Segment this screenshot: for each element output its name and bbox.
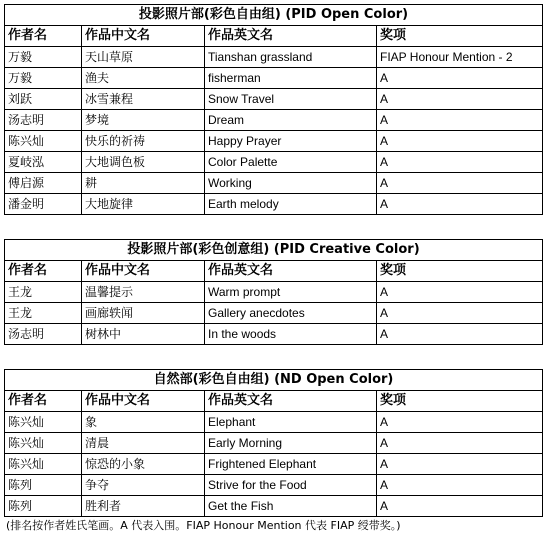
column-header-award: 奖项 <box>377 26 543 47</box>
award-cell: A <box>377 303 543 324</box>
table-body <box>5 412 543 517</box>
english-title-cell: Gallery anecdotes <box>205 303 377 324</box>
chinese-title-cell: 大地旋律 <box>82 194 205 215</box>
table-row <box>5 303 543 324</box>
table-row <box>5 47 543 68</box>
english-title-cell: Happy Prayer <box>205 131 377 152</box>
award-table-pid-creative-color <box>4 239 543 345</box>
table-row <box>5 412 543 433</box>
author-cell: 陈兴灿 <box>5 131 82 152</box>
award-cell: A <box>377 496 543 517</box>
table-row <box>5 68 543 89</box>
column-header-chinese-title: 作品中文名 <box>82 261 205 282</box>
english-title-cell: Strive for the Food <box>205 475 377 496</box>
chinese-title-cell: 梦境 <box>82 110 205 131</box>
table-title: 自然部(彩色自由组) (ND Open Color) <box>5 370 543 391</box>
column-header-english-title: 作品英文名 <box>205 261 377 282</box>
author-cell: 汤志明 <box>5 324 82 345</box>
author-cell: 万毅 <box>5 47 82 68</box>
table-title: 投影照片部(彩色自由组) (PID Open Color) <box>5 5 543 26</box>
award-cell: A <box>377 282 543 303</box>
chinese-title-cell: 胜利者 <box>82 496 205 517</box>
author-cell: 潘金明 <box>5 194 82 215</box>
column-header-author: 作者名 <box>5 261 82 282</box>
award-table-nd-open-color <box>4 369 543 517</box>
chinese-title-cell: 清晨 <box>82 433 205 454</box>
table-row <box>5 89 543 110</box>
table-body <box>5 282 543 345</box>
award-table-pid-open-color <box>4 4 543 215</box>
table-row <box>5 454 543 475</box>
chinese-title-cell: 温馨提示 <box>82 282 205 303</box>
author-cell: 汤志明 <box>5 110 82 131</box>
author-cell: 傅启源 <box>5 173 82 194</box>
table-body <box>5 47 543 215</box>
award-cell: A <box>377 433 543 454</box>
author-cell: 王龙 <box>5 303 82 324</box>
english-title-cell: Dream <box>205 110 377 131</box>
author-cell: 陈列 <box>5 475 82 496</box>
award-cell: A <box>377 173 543 194</box>
chinese-title-cell: 树林中 <box>82 324 205 345</box>
table-title: 投影照片部(彩色创意组) (PID Creative Color) <box>5 240 543 261</box>
column-header-english-title: 作品英文名 <box>205 391 377 412</box>
chinese-title-cell: 象 <box>82 412 205 433</box>
award-cell: A <box>377 412 543 433</box>
table-header-row <box>5 391 543 412</box>
author-cell: 陈兴灿 <box>5 454 82 475</box>
chinese-title-cell: 冰雪兼程 <box>82 89 205 110</box>
table-row <box>5 324 543 345</box>
table-row <box>5 282 543 303</box>
chinese-title-cell: 画廊轶闻 <box>82 303 205 324</box>
table-row <box>5 110 543 131</box>
table-row <box>5 152 543 173</box>
english-title-cell: In the woods <box>205 324 377 345</box>
author-cell: 刘跃 <box>5 89 82 110</box>
award-cell: A <box>377 131 543 152</box>
column-header-chinese-title: 作品中文名 <box>82 391 205 412</box>
award-cell: A <box>377 324 543 345</box>
english-title-cell: Warm prompt <box>205 282 377 303</box>
author-cell: 王龙 <box>5 282 82 303</box>
author-cell: 陈列 <box>5 496 82 517</box>
award-cell: A <box>377 194 543 215</box>
table-row <box>5 496 543 517</box>
author-cell: 夏岐泓 <box>5 152 82 173</box>
table-row <box>5 131 543 152</box>
english-title-cell: Frightened Elephant <box>205 454 377 475</box>
column-header-english-title: 作品英文名 <box>205 26 377 47</box>
award-cell: A <box>377 152 543 173</box>
award-cell: A <box>377 110 543 131</box>
chinese-title-cell: 天山草原 <box>82 47 205 68</box>
chinese-title-cell: 争夺 <box>82 475 205 496</box>
author-cell: 陈兴灿 <box>5 433 82 454</box>
english-title-cell: Early Morning <box>205 433 377 454</box>
english-title-cell: Tianshan grassland <box>205 47 377 68</box>
english-title-cell: Elephant <box>205 412 377 433</box>
chinese-title-cell: 渔夫 <box>82 68 205 89</box>
column-header-author: 作者名 <box>5 391 82 412</box>
chinese-title-cell: 惊恐的小象 <box>82 454 205 475</box>
award-cell: A <box>377 68 543 89</box>
award-cell: FIAP Honour Mention - 2 <box>377 47 543 68</box>
table-header-row <box>5 261 543 282</box>
award-cell: A <box>377 89 543 110</box>
english-title-cell: fisherman <box>205 68 377 89</box>
author-cell: 万毅 <box>5 68 82 89</box>
table-row <box>5 433 543 454</box>
award-cell: A <box>377 475 543 496</box>
award-cell: A <box>377 454 543 475</box>
english-title-cell: Earth melody <box>205 194 377 215</box>
english-title-cell: Working <box>205 173 377 194</box>
english-title-cell: Get the Fish <box>205 496 377 517</box>
table-row <box>5 475 543 496</box>
table-row <box>5 173 543 194</box>
table-row <box>5 194 543 215</box>
column-header-chinese-title: 作品中文名 <box>82 26 205 47</box>
author-cell: 陈兴灿 <box>5 412 82 433</box>
table-header-row <box>5 26 543 47</box>
chinese-title-cell: 耕 <box>82 173 205 194</box>
english-title-cell: Color Palette <box>205 152 377 173</box>
chinese-title-cell: 大地调色板 <box>82 152 205 173</box>
footnote: (排名按作者姓氏笔画。A 代表入围。FIAP Honour Mention 代表 FIAP 绶带奖。) <box>6 519 401 532</box>
column-header-author: 作者名 <box>5 26 82 47</box>
column-header-award: 奖项 <box>377 391 543 412</box>
english-title-cell: Snow Travel <box>205 89 377 110</box>
chinese-title-cell: 快乐的祈祷 <box>82 131 205 152</box>
column-header-award: 奖项 <box>377 261 543 282</box>
